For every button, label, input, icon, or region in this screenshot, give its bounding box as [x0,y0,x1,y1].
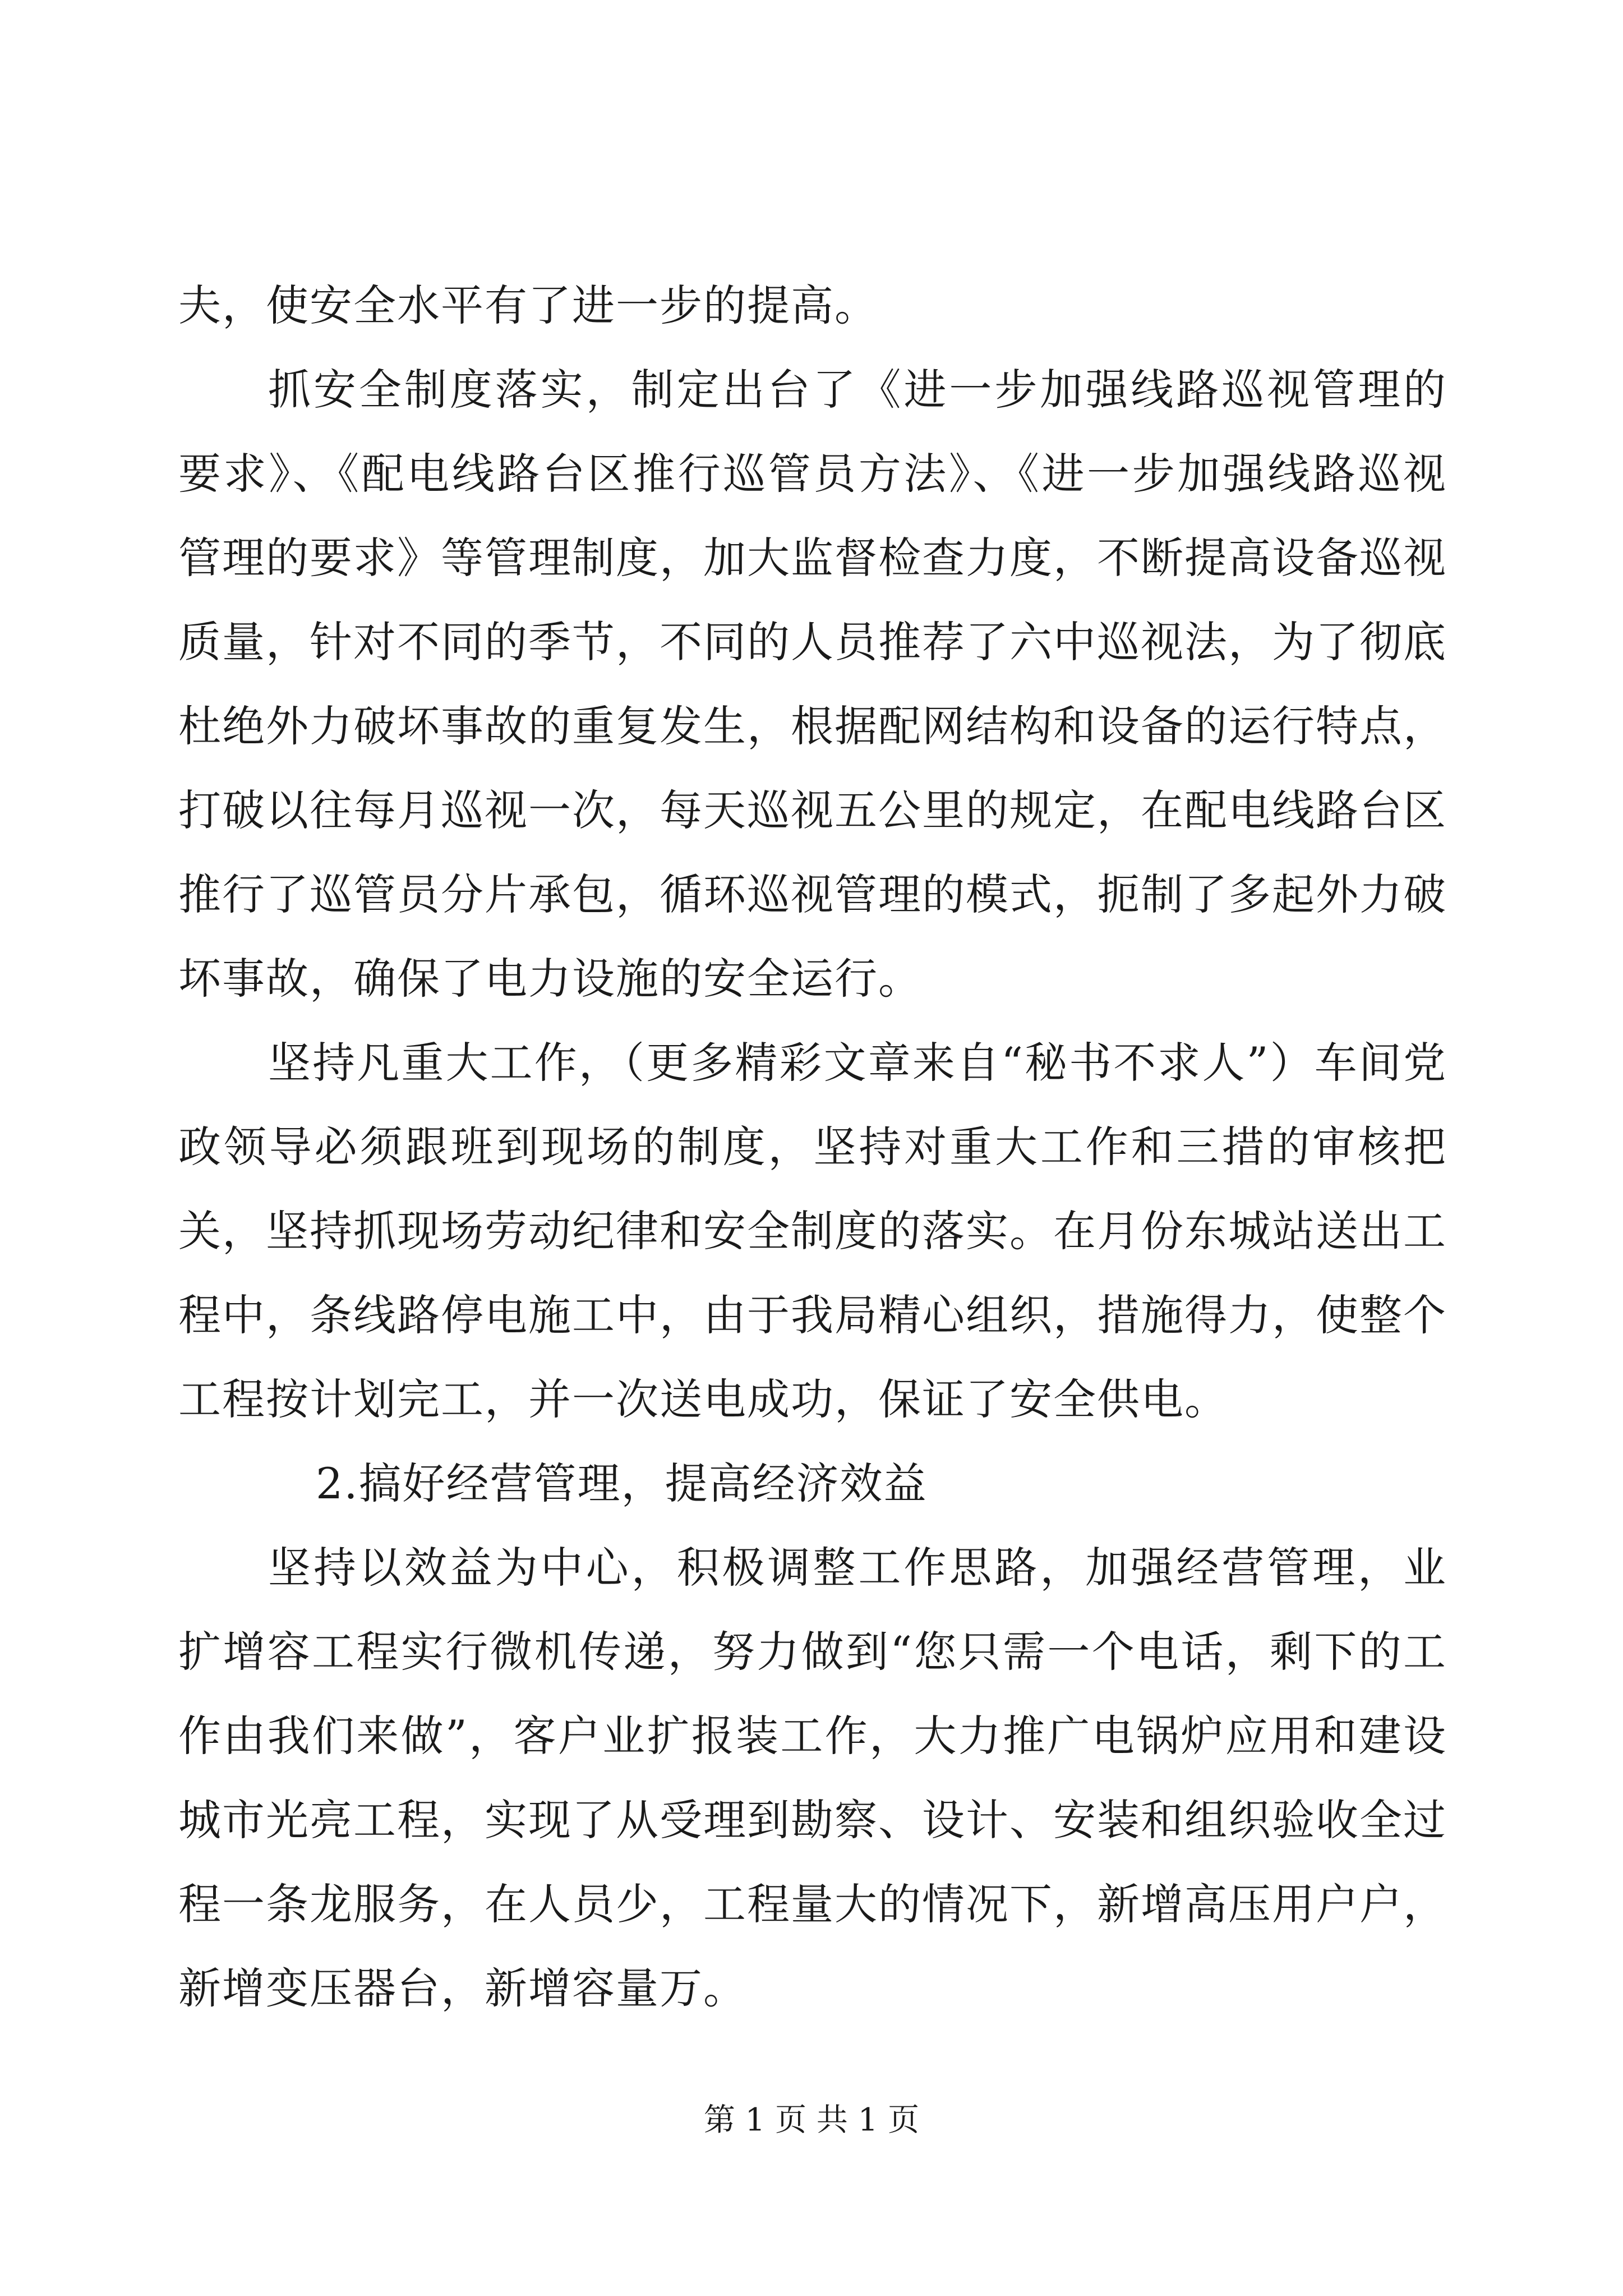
page-number-footer: 第 1 页 共 1 页 [703,2102,920,2138]
paragraph-business-management: 坚持以效益为中心，积极调整工作思路，加强经营管理，业扩增容工程实行微机传递，努力做到“您只需一个电话，剩下的工作由我们来做”，客户业扩报装工作，大力推广电锅炉应用和建设城市光亮工程，实现了从受理到勘察、设计、安装和组织验收全过程一条龙服务，在人员少，工程量大的情况下，新增高压用户户，新增变压器台，新增容量万。 [178,1543,1447,2013]
paragraph-major-work: 坚持凡重大工作，（更多精彩文章来自“秘书不求人”）车间党政领导必须跟班到现场的制度，坚持对重大工作和三措的审核把关，坚持抓现场劳动纪律和安全制度的落实。在月份东城站送出工程中，条线路停电施工中，由于我局精心组织，措施得力，使整个工程按计划完工，并一次送电成功，保证了安全供电。 [178,1038,1447,1424]
paragraph-safety-system: 抓安全制度落实，制定出台了《进一步加强线路巡视管理的要求》、《配电线路台区推行巡管员方法》、《进一步加强线路巡视管理的要求》等管理制度，加大监督检查力度，不断提高设备巡视质量，针对不同的季节，不同的人员推荐了六中巡视法，为了彻底杜绝外力破坏事故的重复发生，根据配网结构和设备的运行特点，打破以往每月巡视一次，每天巡视五公里的规定，在配电线路台区推行了巡管员分片承包，循环巡视管理的模式，扼制了多起外力破坏事故，确保了电力设施的安全运行。 [178,365,1447,1004]
document-body [178,264,1447,2031]
section-heading: 2.搞好经营管理，提高经济效益 [316,1458,928,1508]
paragraph-continuation: 夫，使安全水平有了进一步的提高。 [178,280,878,330]
